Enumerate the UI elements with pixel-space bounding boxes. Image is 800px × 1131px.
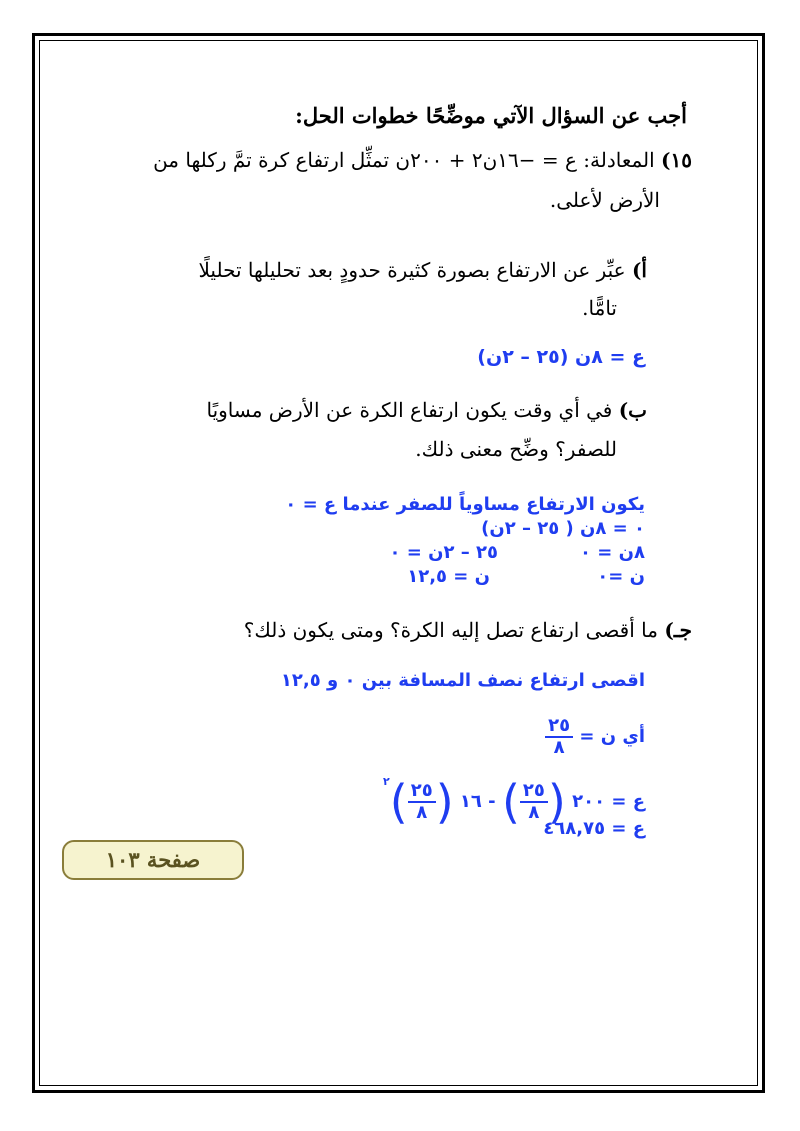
part-a-line-2: تامًّا. [582, 296, 617, 320]
fraction-1-num: ٢٥ [520, 781, 548, 803]
part-a-label: أ) [631, 258, 647, 282]
equation-prefix: ع = ٢٠٠ [572, 791, 645, 812]
n-prefix: أي ن = [579, 725, 645, 747]
part-c-n-value [545, 716, 645, 758]
part-c-answer-1: اقصى ارتفاع نصف المسافة بين ٠ و ١٢,٥ [280, 670, 645, 691]
fraction-2-den: ٨ [416, 802, 428, 823]
fraction-2-num: ٢٥ [408, 781, 436, 803]
fraction-numerator: ٢٥ [545, 716, 573, 738]
part-c-line [244, 618, 692, 642]
question-text-1: المعادلة: ع = −١٦ن٢ + ٢٠٠ن تمثِّل ارتفاع كرة تمَّ ركلها من [153, 148, 655, 172]
part-b-answer-right-3: ٨ن = ٠ [580, 542, 645, 563]
part-b-line-2: للصفر؟ وضِّح معنى ذلك. [415, 437, 617, 461]
exponent: ٢ [383, 775, 390, 788]
fraction-1-den: ٨ [528, 802, 540, 823]
question-number: ١٥ [670, 148, 692, 172]
part-a-line-1 [199, 258, 648, 282]
fraction-25-8 [545, 716, 573, 758]
part-c-text: ما أقصى ارتفاع تصل إليه الكرة؟ ومتى يكون ذلك؟ [243, 618, 658, 642]
page-number-label: صفحة ١٠٣ [105, 847, 201, 872]
part-a-answer: ع = ٨ن (٢٥ – ٢ن) [477, 346, 645, 368]
part-b-answer-right-4: ن =٠ [597, 566, 645, 587]
question-line-1 [153, 148, 692, 172]
paren-right-2: ) [389, 775, 408, 829]
paren-right-1: ) [501, 775, 520, 829]
part-c-label: جـ) [664, 618, 692, 642]
equation-mid: - ١٦ [459, 791, 496, 812]
part-b-answer-left-4: ن = ١٢,٥ [407, 566, 490, 587]
part-b-answer-left-3: ٢٥ – ٢ن = ٠ [389, 542, 498, 563]
fraction-1 [520, 781, 548, 823]
section-heading: أجب عن السؤال الآتي موضِّحًا خطوات الحل: [295, 103, 687, 128]
paren-left-1: ( [547, 775, 566, 829]
part-b-text: في أي وقت يكون ارتفاع الكرة عن الأرض مساويًا [206, 398, 613, 422]
part-b-answer-2: ٠ = ٨ن ( ٢٥ – ٢ن) [481, 518, 645, 539]
fraction-denominator: ٨ [553, 736, 565, 758]
paren-left-2: ( [435, 775, 454, 829]
fraction-2 [408, 781, 436, 823]
page-number-badge [62, 840, 244, 880]
question-number-paren: ) [661, 148, 671, 172]
part-b-answer-1: يكون الارتفاع مساوياً للصفر عندما ع = ٠ [285, 494, 645, 515]
part-b-label: ب) [618, 398, 647, 422]
part-b-line-1 [206, 398, 647, 422]
question-line-2: الأرض لأعلى. [549, 188, 660, 212]
part-a-text: عبِّر عن الارتفاع بصورة كثيرة حدودٍ بعد تحليلها تحليلًا [198, 258, 626, 282]
part-c-final: ع = ٤٦٨,٧٥ [543, 818, 645, 839]
